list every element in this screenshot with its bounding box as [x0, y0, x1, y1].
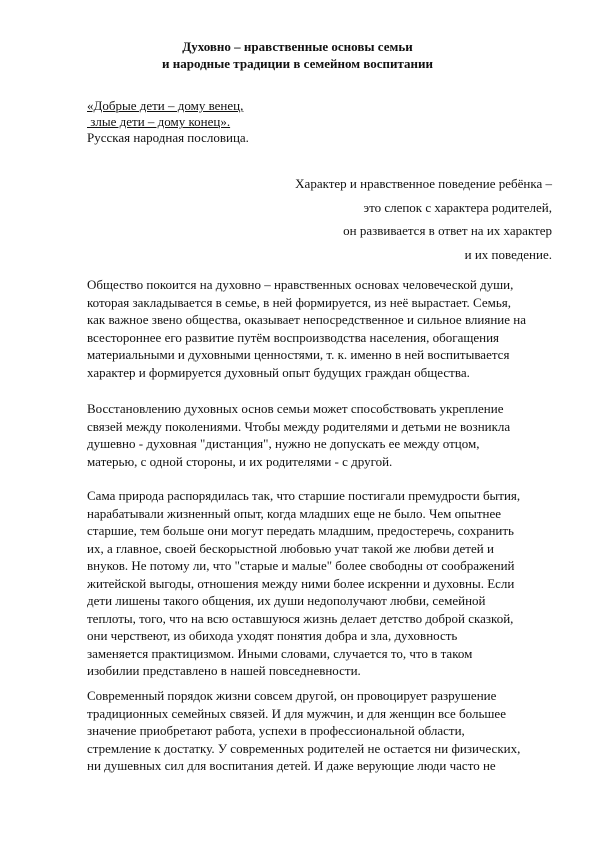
paragraph-line: Современный порядок жизни совсем другой, он провоцирует разрушение	[87, 688, 497, 703]
paragraph-line: они черствеют, из обихода уходят понятия добра и зла, духовность	[87, 628, 458, 643]
paragraph-line: связей между поколениями. Чтобы между родителями и детьми не возникла	[87, 418, 511, 434]
paragraph-line: их, а главное, своей бескорыстной любовью учат такой же любви детей и	[87, 540, 494, 556]
paragraph-line: материальными и духовными ценностями, т. к. именно в ней воспитывается	[87, 347, 510, 362]
paragraph-line: изобилии представлено в нашей повседневности.	[87, 663, 361, 678]
paragraph-3	[87, 487, 562, 680]
paragraph-2	[87, 400, 562, 470]
paragraph-line: Восстановлению духовных основ семьи может способствовать укрепление	[87, 401, 504, 416]
paragraph-line: которая закладывается в семье, в ней формируется, из неё вырастает. Семья,	[87, 294, 511, 310]
paragraph-line: как важное звено общества, оказывает непосредственное и сильное влияние на	[87, 312, 526, 327]
paragraph-line: заменяется практицизмом. Иными словами, случается то, что в таком	[87, 645, 473, 661]
paragraph-line: житейской выгоды, отношения между ними более искренни и духовны. Если	[87, 575, 515, 591]
epigraph-source: Русская народная пословица.	[87, 130, 249, 145]
paragraph-line: душевно - духовная "дистанция", нужно не допускать ее между отцом,	[87, 436, 480, 451]
paragraph-line: всестороннее его развитие путём воспроизводства населения, обогащения	[87, 329, 500, 345]
paragraph-line: Сама природа распорядилась так, что старшие постигали премудрости бытия,	[87, 488, 521, 503]
title-line-1: Духовно – нравственные основы семьи	[182, 39, 413, 54]
paragraph-line: старшие, тем больше они могут передать младшим, предостеречь, сохранить	[87, 523, 514, 538]
paragraph-line: традиционных семейных связей. И для мужчин, и для женщин все большее	[87, 705, 506, 721]
epigraph-line-1: «Добрые дети – дому венец,	[87, 98, 244, 113]
paragraph-line: матерью, с одной стороны, и их родителями - с другой.	[87, 453, 393, 469]
paragraph-line: внуков. Не потому ли, что "старые и малые" более свободны от соображений	[87, 558, 515, 573]
quote-block	[295, 172, 552, 266]
quote-line: Характер и нравственное поведение ребёнка –	[295, 176, 552, 191]
paragraph-line: ни душевных сил для воспитания детей. И даже верующие люди часто не	[87, 758, 496, 773]
quote-line: и их поведение.	[464, 246, 552, 262]
quote-line: это слепок с характера родителей,	[363, 199, 552, 215]
epigraph	[87, 98, 249, 146]
paragraph-line: стремление к достатку. У современных родителей не остается ни физических,	[87, 740, 521, 756]
paragraph-line: характер и формируется духовный опыт будущих граждан общества.	[87, 364, 470, 380]
paragraph-4	[87, 687, 562, 775]
paragraph-line: Общество покоится на духовно – нравственных основах человеческой души,	[87, 277, 514, 292]
title-line-2: и народные традиции в семейном воспитании	[161, 56, 433, 71]
paragraph-line: дети лишены такого общения, их души недополучают любви, семейной	[87, 593, 486, 608]
paragraph-line: нарабатывали жизненный опыт, когда младших еще не было. Чем опытнее	[87, 505, 502, 521]
paragraph-line: значение приобретают работа, успехи в профессиональной области,	[87, 723, 465, 738]
quote-line: он развивается в ответ на их характер	[343, 223, 552, 238]
document-title	[0, 38, 595, 72]
paragraph-line: теплоты, того, что на всю оставшуюся жизнь делает детство доброй сказкой,	[87, 610, 514, 626]
paragraph-1	[87, 276, 562, 381]
epigraph-line-2: злые дети – дому конец».	[87, 114, 231, 129]
